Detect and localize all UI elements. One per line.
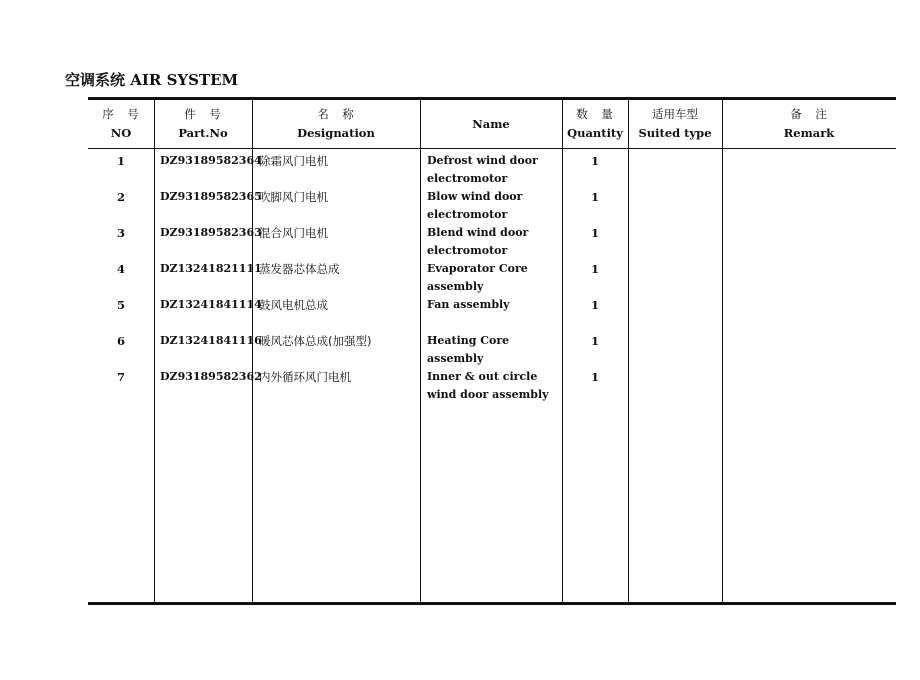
row-quantity: 1 — [590, 190, 599, 204]
header-designation — [252, 100, 420, 148]
table-row — [88, 152, 896, 188]
row-name: Heating Core assembly — [427, 334, 510, 365]
table-row — [88, 368, 896, 404]
header-remark — [722, 100, 896, 148]
header-quantity — [562, 100, 628, 148]
header-quantity-en: Quantity — [567, 126, 623, 140]
header-designation-en: Designation — [297, 126, 375, 140]
header-name — [420, 100, 562, 148]
row-no: 3 — [116, 226, 125, 240]
table-row — [88, 188, 896, 224]
page-title: 空调系统 AIR SYSTEM — [65, 71, 239, 89]
row-part-no: DZ93189582364 — [160, 154, 262, 167]
row-designation: 内外循环风门电机 — [259, 370, 351, 384]
header-suited-en: Suited type — [638, 126, 712, 140]
table-row — [88, 332, 896, 368]
row-name: Fan assembly — [427, 298, 510, 311]
header-part — [154, 100, 252, 148]
row-name: Evaporator Core assembly — [427, 262, 528, 293]
row-part-no: DZ13241821111 — [160, 262, 262, 275]
row-quantity: 1 — [590, 370, 599, 384]
row-no: 5 — [116, 298, 125, 312]
row-designation: 除霜风门电机 — [259, 154, 328, 168]
header-remark-cn: 备 注 — [790, 107, 828, 121]
row-designation: 混合风门电机 — [259, 226, 328, 240]
header-name-en: Name — [472, 116, 510, 131]
header-remark-en: Remark — [783, 126, 835, 140]
header-quantity-cn: 数 量 — [576, 107, 614, 121]
row-no: 1 — [116, 154, 125, 168]
row-part-no: DZ13241841114 — [160, 298, 262, 311]
row-quantity: 1 — [590, 334, 599, 348]
row-part-no: DZ13241841116 — [160, 334, 262, 347]
row-quantity: 1 — [590, 262, 599, 276]
row-part-no: DZ93189582363 — [160, 226, 262, 239]
header-suited-cn: 适用车型 — [652, 107, 698, 121]
row-no: 2 — [116, 190, 125, 204]
row-name: Blow wind door electromotor — [427, 190, 523, 221]
row-name: Inner & out circle wind door assembly — [427, 370, 549, 401]
row-name: Defrost wind door electromotor — [427, 154, 538, 185]
row-quantity: 1 — [590, 226, 599, 240]
header-part-en: Part.No — [178, 126, 228, 140]
row-name: Blend wind door electromotor — [427, 226, 529, 257]
header-suited — [628, 100, 722, 148]
header-no-en: NO — [110, 126, 132, 140]
table-row — [88, 224, 896, 260]
row-quantity: 1 — [590, 298, 599, 312]
row-part-no: DZ93189582362 — [160, 370, 262, 383]
row-quantity: 1 — [590, 154, 599, 168]
table-row — [88, 296, 896, 332]
row-part-no: DZ93189582365 — [160, 190, 262, 203]
row-designation: 蒸发器芯体总成 — [259, 262, 340, 276]
header-no-cn: 序 号 — [102, 107, 140, 121]
table-row — [88, 260, 896, 296]
header-part-cn: 件 号 — [184, 107, 222, 121]
header-no — [88, 100, 154, 148]
parts-table — [88, 97, 896, 605]
row-no: 6 — [116, 334, 125, 348]
header-divider — [88, 148, 896, 149]
row-no: 4 — [116, 262, 125, 276]
row-no: 7 — [116, 370, 125, 384]
row-designation: 鼓风电机总成 — [259, 298, 328, 312]
row-designation: 暖风芯体总成(加强型) — [259, 334, 372, 348]
header-designation-cn: 名 称 — [317, 107, 355, 121]
row-designation: 吹脚风门电机 — [259, 190, 328, 204]
